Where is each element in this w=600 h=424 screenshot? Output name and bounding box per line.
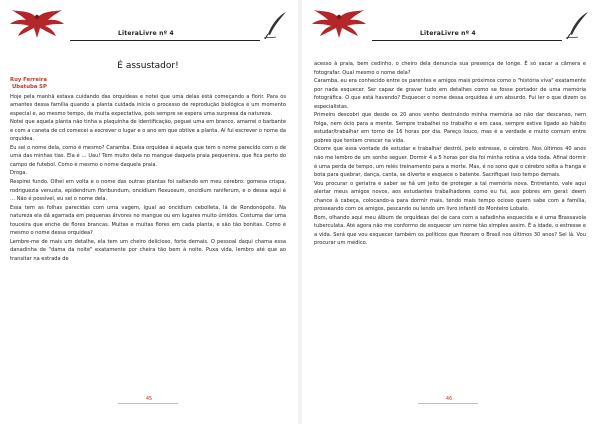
page-number: 45 [145,396,153,402]
paragraph: Bom, olhando aqui meu álbum de orquídeas dei de cara com a safadinha esquecida e é uma Brassavola tuberculata. Até agora não me conformo de esquecer um nome tão simples assim. É a idade, o estresse e a vida. Será que vou esquecer também os políticos que fizeram o Brasil nos últimos 30 anos? Sei lá. Vou procurar um médico. [314,214,586,247]
paragraph: Notei que aquela planta não tinha a plaquinha de identificação, peguei uma em branco, amarrei o barbante e com a caneta de cd comecei a escrever o lugar e o ano em que obtive a planta. Aí fui escrever o nome da orquídea. [10,119,286,143]
header-rule [70,40,260,41]
paragraph: Hoje pela manhã estava cuidando das orquídeas e notei que uma delas está começando a florir. Para os amantes dessa família quando a planta cuidada inicia o processo de reprodução biológica é um momento especial e, ao mesmo tempo, de muita expectativa, pois sempre se espera uma surpresa da natureza. [10,93,286,117]
paragraph: acesso à praia, bem cedinho, o cheiro dela denuncia sua presença de longe. É só sacar a câmera e fotografar. Qual mesmo o nome dela? [314,61,586,76]
article-body-left [10,62,286,263]
footer-rule [418,403,478,404]
paragraph: Vou procurar o geriatra e saber se há um jeito de proteger a tal memória nova. Entretanto, vale aqui alertar meus amigos novos, aos estudantes trabalhadores como eu fui, aos pobres em geral: deem chance à cabeça, colocando-a para dormir mais, tendo mais tempo ocioso quem sabe com a família, prosseando com os amigos, pescando ou lendo um livro infantil do Monteiro Lobato. [314,180,586,213]
quill-pen-icon [564,10,590,40]
right-page [302,0,600,424]
left-page [0,0,298,424]
article-body-right [314,60,586,248]
paragraph: Caramba, eu era conhecido entre os parentes e amigos mais próximos como o "história viva" exatamente por nada esquecer. Ser capaz de gravar tudo em detalhes como se fosse portador de uma memória fotográfica. O que está havendo? Esquecer o nome dessa orquídea é um absurdo. Fui ler o que dizem os especialistas. [314,78,586,110]
author-city: Ubatuba SP [12,84,47,91]
page-header [310,8,590,46]
header-rule [372,40,562,41]
paragraph: Eu sei o nome dela, como é mesmo? Caramba. Essa orquídea é aquela que tem o nome parecido com o de uma das minhas tias. Ela é … Uau! Tem muito dela no mangue daquela praia pequenina, que fica perto do campo de futebol. Como é mesmo o nome daquela praia. [10,144,286,168]
page-number: 46 [445,396,453,402]
phoenix-logo-icon [8,8,66,42]
phoenix-logo-icon [310,8,368,42]
page-header [8,8,288,46]
paragraph: Respirei fundo. Olhei em volta e o nome das outras plantas foi saltando em meu cérebro: gomesa crispa, rodriguezia venusta, epidendrum floribundum, oncidium flexuosum, oncidium raniferum, e o dessa aqui é … Não é possível, eu sei o nome dela. [10,179,286,203]
quill-pen-icon [262,10,288,40]
footer-rule [118,403,178,404]
paragraph: Primeiro descobri que desde os 20 anos venho destruindo minha memória ao não dar descanso, nem folga, nem ócio para a mente. Sempre trabalhei no trabalho e em casa, sempre estive ligado ao hábito estudar/trabalhar em torno de 16 horas por dia. Pareço louco, mas é a verdade e muito comum entre pobres que tentam crescer na vida. [314,112,586,144]
article-title: É assustador! [117,61,179,71]
paragraph: Lembre-me de mais um detalhe, ela tem um cheiro delicioso, forte demais. O pessoal daqui chama essa danadinha de "dama da noite" exatamente por cheira tão bem à noite. Puxa vida, lembro até que ao transitar na estrada de [10,238,286,262]
author-name: Ruy Ferreira [10,76,47,83]
paragraph: Droga. [10,170,27,177]
header-title: LiteraLivre nº 4 [118,30,174,37]
paragraph: Essa tem as folhas parecidas com uma vagem, igual ao oncidium cebolleta, lá de Rondonópolis. Na natureza ela dá agarrada em pequenas árvores no mangue ou em lugares muito úmidos. Costuma dar uma touceira que enche de flores brancas. Muitas e muitas flores em cada planta, e são tão bonitas. Como é mesmo o nome dessa orquídea? [10,204,286,237]
header-title: LiteraLivre nº 4 [420,30,476,37]
paragraph: Ocorre que essa vontade de estudar e trabalhar destrói, pelo estresse, o cérebro. Nos últimos 40 anos não me lembro de um sonho seguer. Dormir 4 a 5 horas por dia foi minha rotina a vida toda. Afinal dormir é uma perda de tempo, um relés treinamento para a morte. Mas, é no sono que o cérebro solta a franga e bota para quebrar, dança, canta, se diverte e esquece o batente. Sacrifiquei isso tempo demais. [314,146,586,179]
